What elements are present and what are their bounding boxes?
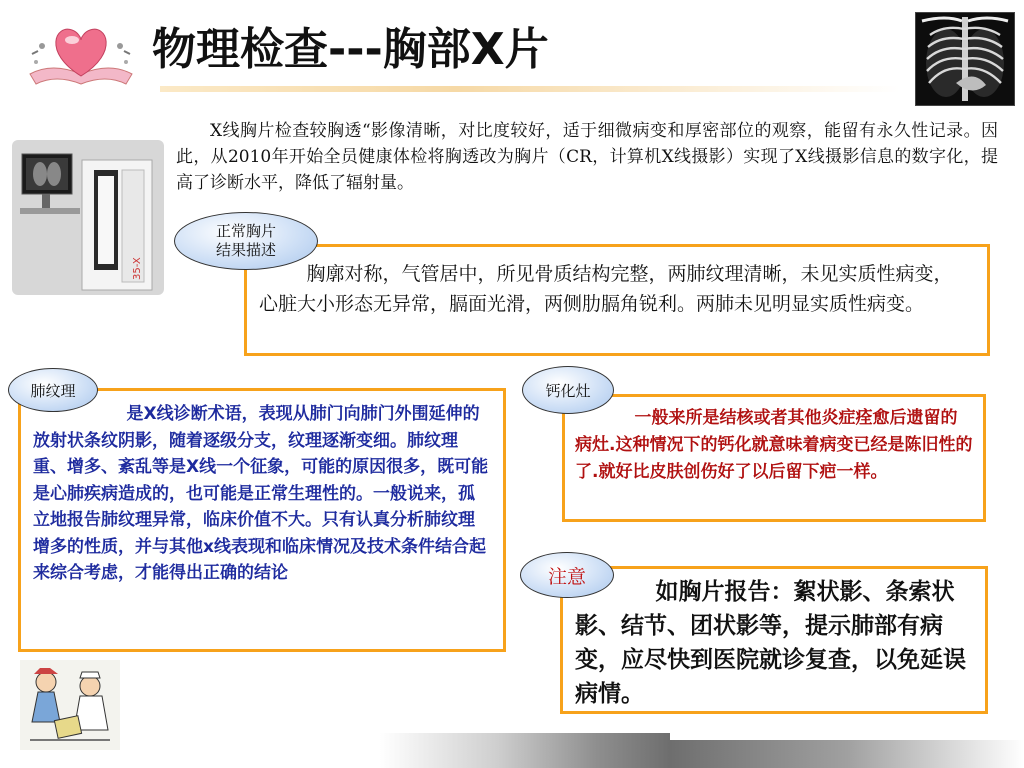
- lung-markings-text: 是X线诊断术语，表现从肺门向肺门外围延伸的放射状条纹阴影，随着逐级分支，纹理逐渐变细。肺纹理重、增多、紊乱等是X线一个征象，可能的原因很多，既可能是心肺疾病造成的，也可能是正常生理性的。一般说来，孤立地报告肺纹理异常，临床价值不大。只有认真分析肺纹理增多的性质，并与其他x线表现和临床情况及技术条件结合起来综合考虑，才能得出正确的结论: [33, 404, 489, 583]
- lung-markings-label: [8, 368, 98, 412]
- note-text: 如胸片报告：絮状影、条索状影、结节、团状影等，提示肺部有病变，应尽快到医院就诊复查，以免延误病情。: [575, 579, 966, 707]
- chest-xray-image: [915, 12, 1015, 106]
- normal-result-text: 胸廓对称，气管居中，所见骨质结构完整，两肺纹理清晰，未见实质性病变，心脏大小形态无异常，膈面光滑，两侧肋膈角锐利。两肺未见明显实质性病变。: [259, 263, 953, 315]
- xray-machine-image: [12, 140, 164, 295]
- calcification-text: 一般来所是结核或者其他炎症痊愈后遗留的病灶.这种情况下的钙化就意味着病变已经是陈旧性的了.就好比皮肤创伤好了以后留下疤一样。: [575, 408, 973, 482]
- note-box: [560, 566, 988, 714]
- note-label-text: 注意: [547, 565, 586, 588]
- note-label: [520, 552, 614, 598]
- page-title: 物理检查---胸部X片: [152, 24, 549, 75]
- normal-result-box: [244, 244, 990, 356]
- machine-label: 35-X: [132, 257, 143, 280]
- lung-markings-label-text: 肺纹理: [30, 381, 76, 400]
- calcification-label: [522, 366, 614, 414]
- title-underline: [160, 86, 900, 92]
- normal-result-label: [174, 212, 318, 270]
- footer-gradient-bar-right: [670, 740, 1024, 768]
- doctor-illustration: [20, 660, 120, 750]
- normal-result-label-text: 正常胸片 结果描述: [215, 222, 276, 259]
- intro-paragraph: X线胸片检查较胸透“影像清晰，对比度较好，适于细微病变和厚密部位的观察，能留有永久性记录。因此，从2010年开始全员健康体检将胸透改为胸片（CR，计算机X线摄影）实现了X线摄影信息的数字化，提高了诊断水平，降低了辐射量。: [176, 121, 998, 193]
- heart-logo: [22, 18, 140, 92]
- calcification-box: [562, 394, 986, 522]
- calcification-label-text: 钙化灶: [545, 381, 591, 400]
- lung-markings-box: [18, 388, 506, 652]
- footer-gradient-bar: [380, 733, 670, 768]
